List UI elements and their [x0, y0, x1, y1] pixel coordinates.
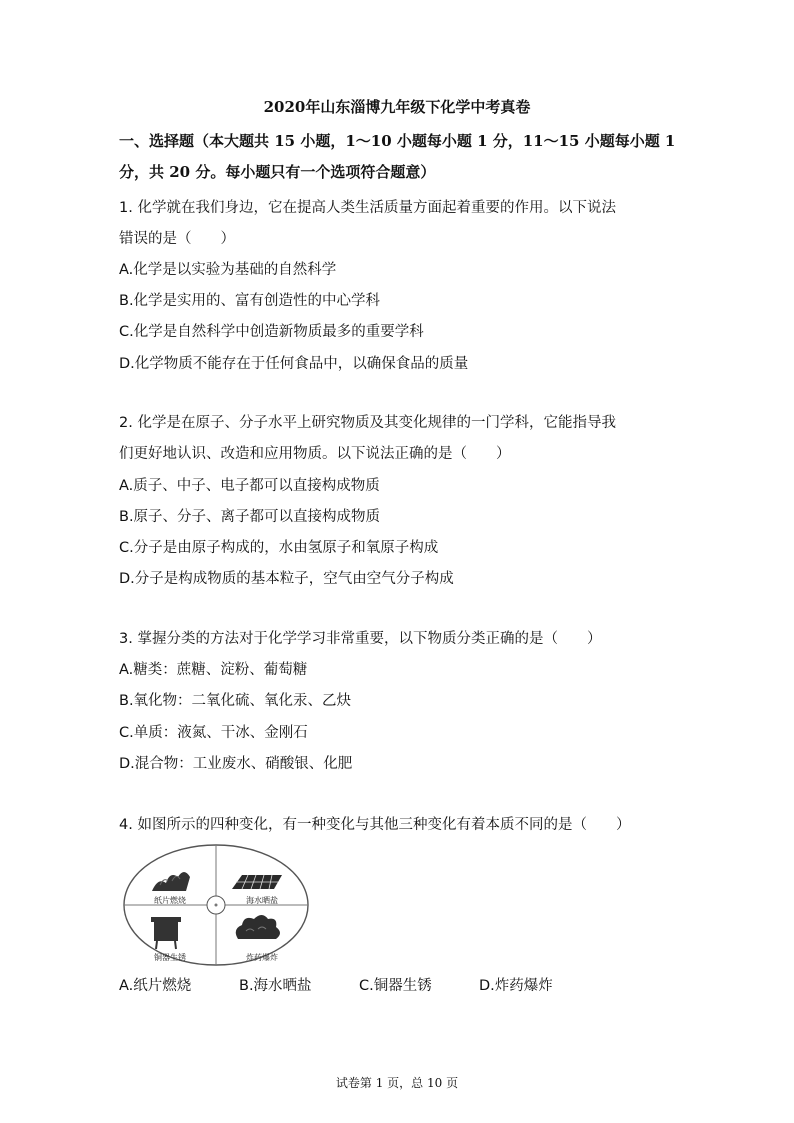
figure-label-sea-salt: 海水晒盐 [246, 896, 278, 905]
q4-option-d: D.炸药爆炸 [479, 978, 553, 994]
q4-stem: 4. 如图所示的四种变化，有一种变化与其他三种变化有着本质不同的是（ ） [119, 817, 631, 833]
q3-option-a: A.糖类：蔗糖、淀粉、葡萄糖 [119, 662, 308, 678]
q3-stem: 3. 掌握分类的方法对于化学学习非常重要，以下物质分类正确的是（ ） [119, 631, 602, 647]
figure-label-explosion: 炸药爆炸 [246, 953, 278, 962]
q3-option-b: B.氧化物：二氧化硫、氧化汞、乙炔 [119, 693, 352, 709]
q1-stem-line1: 1. 化学就在我们身边，它在提高人类生活质量方面起着重要的作用。以下说法 [119, 200, 616, 216]
section-heading-line2: 分，共 20 分。每小题只有一个选项符合题意） [119, 163, 436, 181]
q3-option-d: D.混合物：工业废水、硝酸银、化肥 [119, 756, 353, 772]
q2-option-a: A.质子、中子、电子都可以直接构成物质 [119, 478, 380, 494]
q4-option-c: C.铜器生锈 [359, 978, 432, 994]
figure-label-bronze-rust: 铜器生锈 [154, 953, 186, 962]
q4-figure [122, 843, 310, 967]
q1-option-c: C.化学是自然科学中创造新物质最多的重要学科 [119, 324, 424, 340]
q1-option-d: D.化学物质不能存在于任何食品中，以确保食品的质量 [119, 356, 469, 372]
q1-option-b: B.化学是实用的、富有创造性的中心学科 [119, 293, 381, 309]
q4-options [119, 974, 599, 995]
q1-stem-line2: 错误的是（ ） [119, 231, 235, 247]
q4-option-b: B.海水晒盐 [239, 978, 312, 994]
q2-stem-line1: 2. 化学是在原子、分子水平上研究物质及其变化规律的一门学科，它能指导我 [119, 415, 616, 431]
page-title: 2020年山东淄博九年级下化学中考真卷 [263, 98, 531, 116]
section-heading [119, 126, 679, 188]
q3-option-c: C.单质：液氮、干冰、金刚石 [119, 725, 308, 741]
q2-option-b: B.原子、分子、离子都可以直接构成物质 [119, 509, 381, 525]
q2-option-c: C.分子是由原子构成的，水由氢原子和氧原子构成 [119, 540, 439, 556]
q4-option-a: A.纸片燃烧 [119, 978, 192, 994]
figure-center-dot [215, 904, 218, 907]
q2-stem-line2: 们更好地认识、改造和应用物质。以下说法正确的是（ ） [119, 446, 511, 462]
q1-option-a: A.化学是以实验为基础的自然科学 [119, 262, 337, 278]
section-heading-line1: 一、选择题（本大题共 15 小题，1～10 小题每小题 1 分，11～15 小题每小题 1 [119, 132, 676, 150]
page-footer: 试卷第 1 页，总 10 页 [335, 1076, 459, 1090]
figure-label-burning-paper: 纸片燃烧 [154, 896, 186, 905]
q2-option-d: D.分子是构成物质的基本粒子，空气由空气分子构成 [119, 571, 454, 587]
